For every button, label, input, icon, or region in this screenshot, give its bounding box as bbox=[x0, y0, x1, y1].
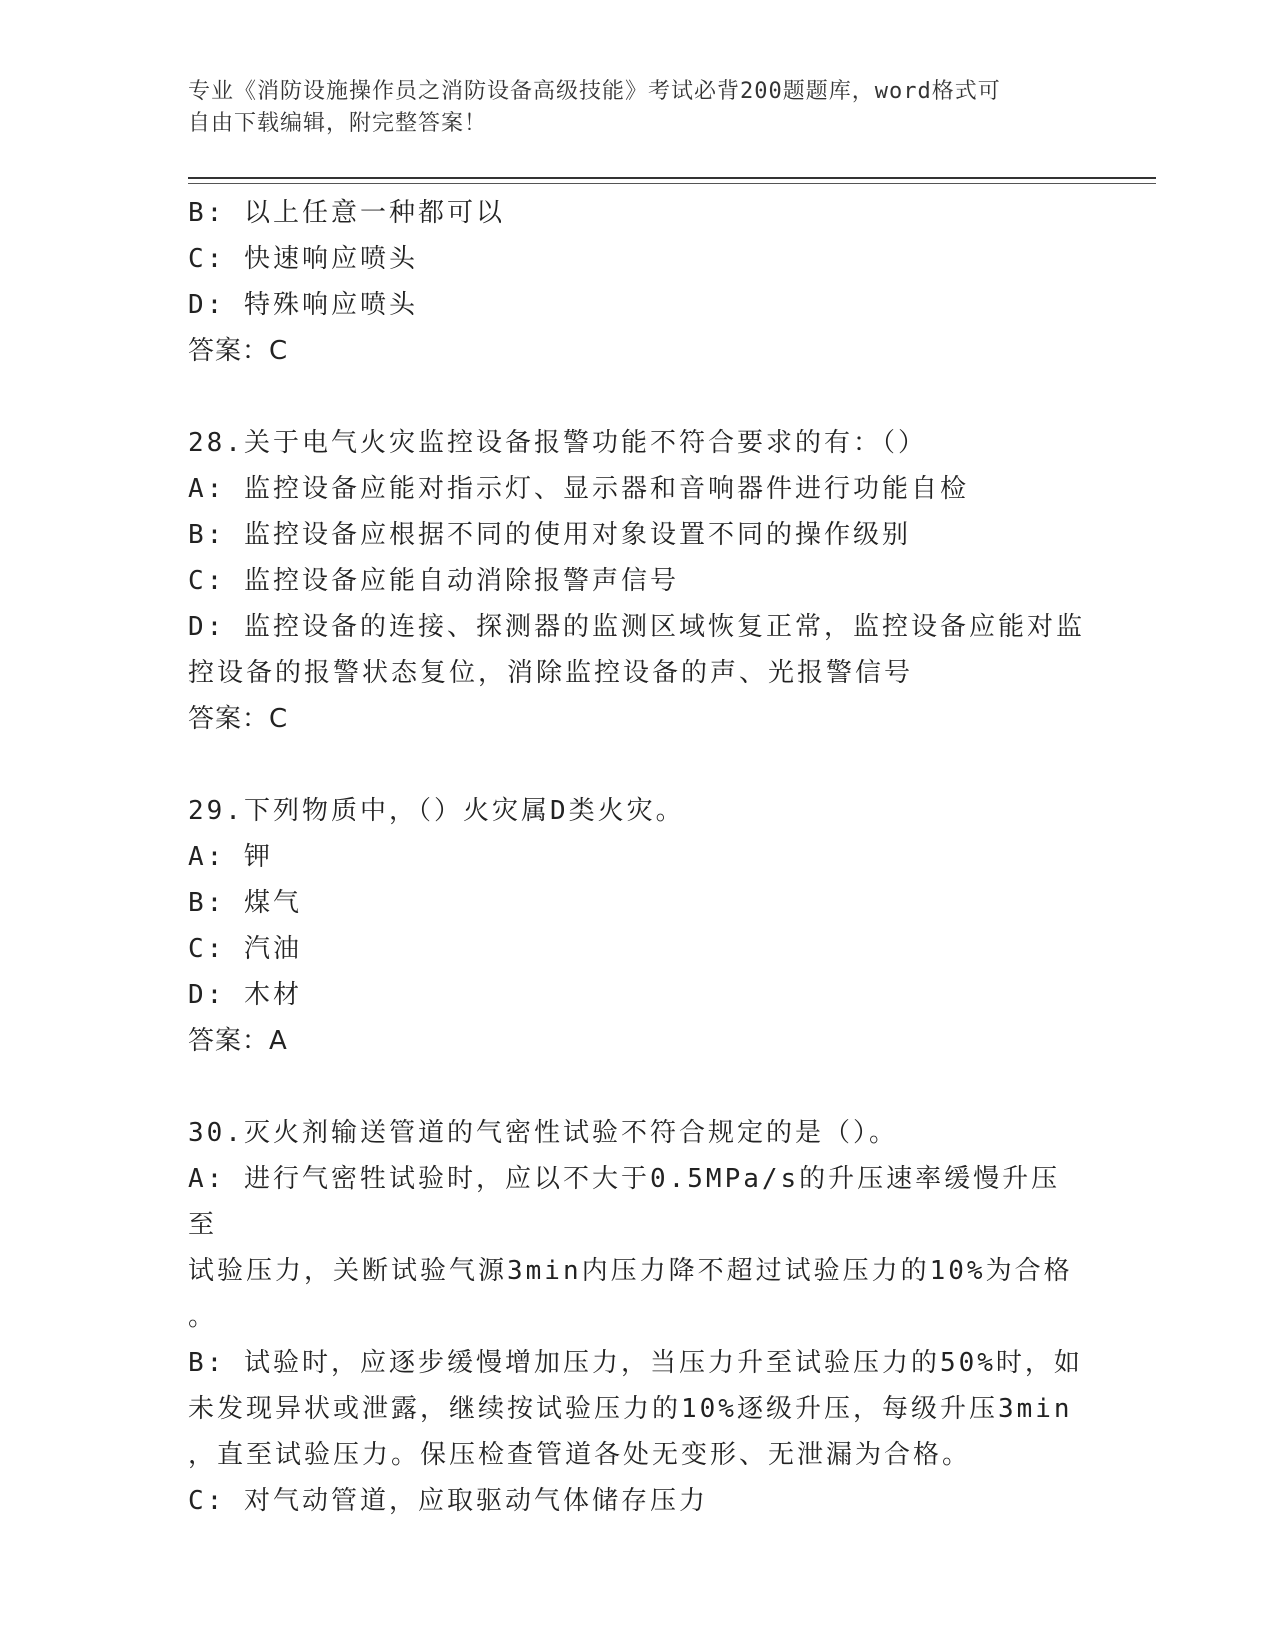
spacer bbox=[188, 742, 1088, 788]
question-28-block bbox=[188, 420, 1088, 742]
q30-question: 30.灭火剂输送管道的气密性试验不符合规定的是（）。 bbox=[188, 1118, 898, 1148]
q28-option-c: C: 监控设备应能自动消除报警声信号 bbox=[188, 566, 679, 596]
q28-question: 28.关于电气火灾监控设备报警功能不符合要求的有：（） bbox=[188, 428, 927, 458]
q30-option-b-line-3: ，直至试验压力。保压检查管道各处无变形、无泄漏为合格。 bbox=[188, 1440, 972, 1470]
q30-option-b-line-1: B: 试验时，应逐步缓慢增加压力，当压力升至试验压力的50%时，如 bbox=[188, 1348, 1083, 1378]
header-divider-thin bbox=[188, 183, 1156, 184]
question-27-block bbox=[188, 190, 1088, 374]
spacer bbox=[188, 1064, 1088, 1110]
q27-option-b: B: 以上任意一种都可以 bbox=[188, 198, 505, 228]
header-line-1: 专业《消防设施操作员之消防设备高级技能》考试必背200题题库，word格式可 bbox=[188, 79, 1001, 104]
q29-option-c: C: 汽油 bbox=[188, 934, 302, 964]
q30-option-c: C: 对气动管道，应取驱动气体储存压力 bbox=[188, 1486, 708, 1516]
q27-option-c: C: 快速响应喷头 bbox=[188, 244, 418, 274]
q27-option-d: D: 特殊响应喷头 bbox=[188, 290, 418, 320]
q28-answer: 答案：C bbox=[188, 704, 289, 734]
question-content bbox=[188, 190, 1088, 1524]
q30-option-a-line-2: 试验压力，关断试验气源3min内压力降不超过试验压力的10%为合格 bbox=[188, 1256, 1073, 1286]
question-30-block bbox=[188, 1110, 1088, 1524]
spacer bbox=[188, 374, 1088, 420]
q28-option-d-line-1: D: 监控设备的连接、探测器的监测区域恢复正常，监控设备应能对监 bbox=[188, 612, 1085, 642]
q29-answer: 答案：A bbox=[188, 1026, 288, 1056]
header-divider-thick bbox=[188, 177, 1156, 179]
q28-option-a: A: 监控设备应能对指示灯、显示器和音响器件进行功能自检 bbox=[188, 474, 969, 504]
q29-option-d: D: 木材 bbox=[188, 980, 302, 1010]
q29-option-b: B: 煤气 bbox=[188, 888, 302, 918]
header-line-2: 自由下载编辑，附完整答案！ bbox=[188, 111, 488, 136]
q29-question: 29.下列物质中，（）火灾属D类火灾。 bbox=[188, 796, 685, 826]
q30-option-a-line-1: A: 进行气密牲试验时，应以不大于0.5MPa/s的升压速率缓慢升压至 bbox=[188, 1164, 1061, 1240]
q28-option-d-line-2: 控设备的报警状态复位，消除监控设备的声、光报警信号 bbox=[188, 658, 914, 688]
q30-option-b-line-2: 未发现异状或泄露，继续按试验压力的10%逐级升压，每级升压3min bbox=[188, 1394, 1073, 1424]
question-29-block bbox=[188, 788, 1088, 1064]
q29-option-a: A: 钾 bbox=[188, 842, 273, 872]
document-header bbox=[188, 76, 1068, 140]
q28-option-b: B: 监控设备应根据不同的使用对象设置不同的操作级别 bbox=[188, 520, 911, 550]
q30-option-a-line-3: 。 bbox=[188, 1302, 218, 1332]
q27-answer: 答案：C bbox=[188, 336, 289, 366]
